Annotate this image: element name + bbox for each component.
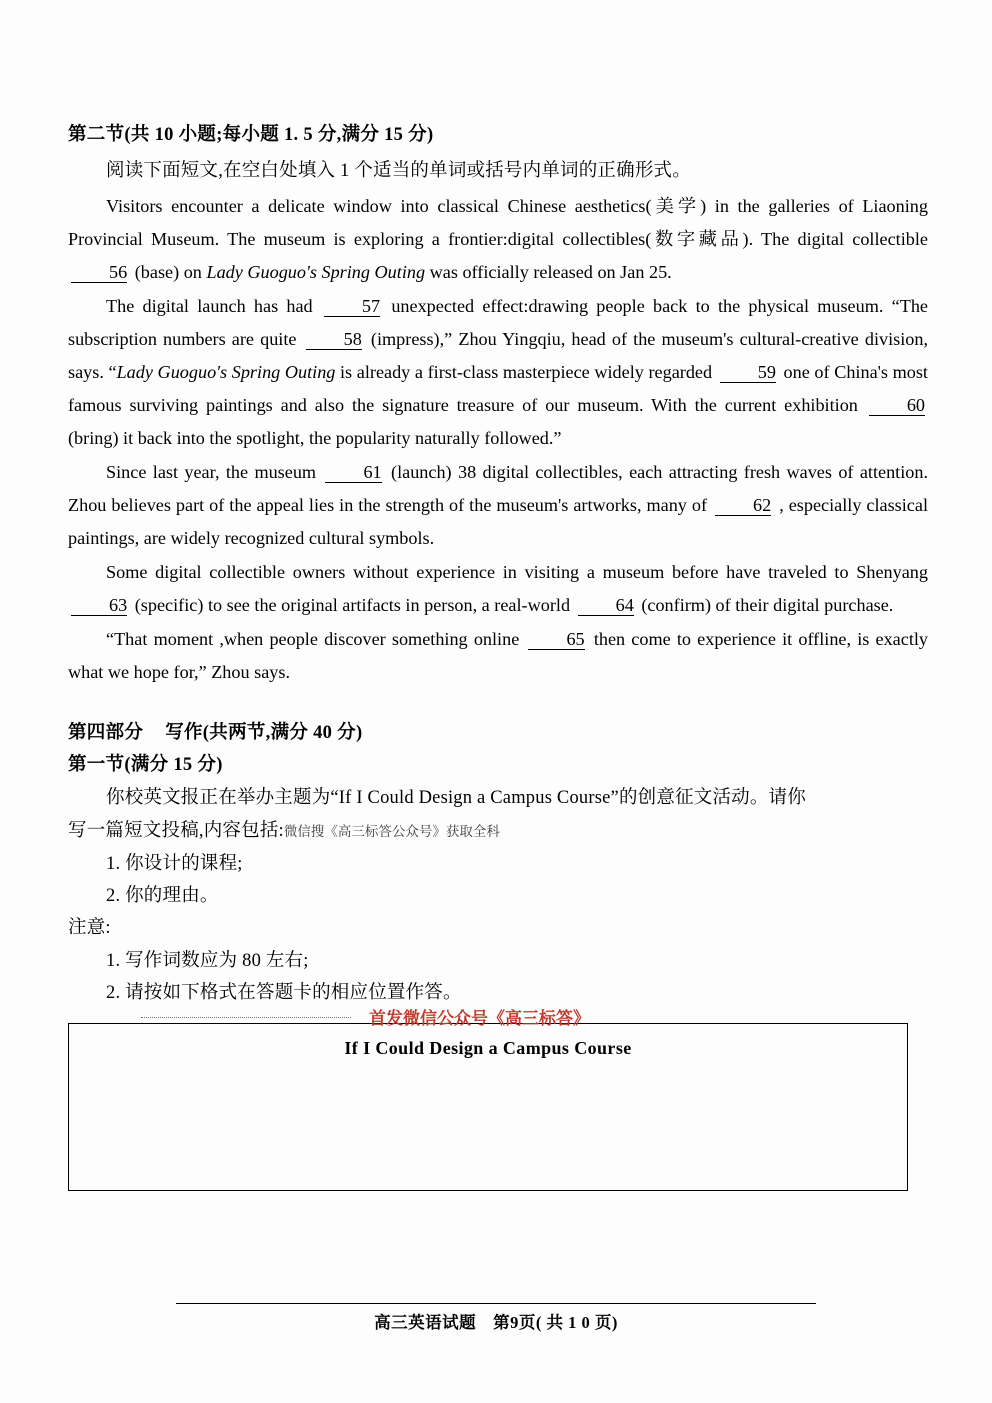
cloze-blank-59[interactable]: 59 [720,362,776,383]
cloze-paragraph-5 [68,623,928,689]
writing-item-1: 1. 你设计的课程; [106,854,243,874]
cloze-blank-57[interactable]: 57 [324,296,380,317]
cloze-paragraph-1 [68,190,928,289]
section-spacer [68,690,928,718]
writing-item-2: 2. 你的理由。 [106,886,219,906]
answer-box[interactable] [68,1009,908,1191]
cloze-p5-text-b: then come to experience it offline, is exactly what we hope for,” Zhou says. [68,629,929,682]
part-four-title: 写作(共两节,满分 40 分) [165,723,363,743]
cloze-p2-text-e: one of China's most famous surviving paintings and also the signature treasure of our museum. With the current exhibition [68,362,928,415]
cloze-p2-text-f: (bring) it back into the spotlight, the popularity naturally followed.” [68,428,562,448]
cloze-paragraph-4 [68,556,928,622]
writing-prompt-line-1: 你校英文报正在举办主题为“If I Could Design a Campus Course”的创意征文活动。请你 [106,788,806,808]
cloze-p3-text-b: (launch) 38 digital collectibles, each attracting fresh waves of attention. Zhou believes part of the appeal lies in the strength of the museum's artworks, many of [68,462,929,515]
cloze-p4-text-c: (confirm) of their digital purchase. [641,595,894,615]
cloze-p2-text-c: (impress),” Zhou Yingqiu, head of the museum's cultural-creative division, says. “ [68,329,929,382]
section-b-instruction: 阅读下面短文,在空白处填入 1 个适当的单词或括号内单词的正确形式。 [106,161,691,181]
cloze-p1-text-b: (base) on [134,262,207,282]
cloze-p1-text-a: Visitors encounter a delicate window into classical Chinese aesthetics(美学) in the galleries of Liaoning Provincial Museum. The museum is exploring a frontier:digital collectibles(数字藏品). The digital collectible [68,196,928,249]
page-content [68,120,928,1191]
cloze-p2-title: Lady Guoguo's Spring Outing [116,362,336,382]
cloze-p4-text-a: Some digital collectible owners without experience in visiting a museum before have traveled to Shenyang [106,562,928,582]
writing-prompt-text: 写一篇短文投稿,内容包括: [68,821,284,841]
page-footer [0,1303,992,1333]
cloze-blank-58[interactable]: 58 [306,329,362,350]
cloze-p3-text-c: , especially classical paintings, are widely recognized cultural symbols. [68,495,929,548]
part-four-section-one-heading: 第一节(满分 15 分) [68,755,223,775]
cloze-p5-text-a: “That moment ,when people discover something online [106,629,520,649]
part-four-label: 第四部分 [68,723,144,743]
note-2: 2. 请按如下格式在答题卡的相应位置作答。 [106,983,462,1003]
cloze-p2-text-d: is already a first-class masterpiece widely regarded [335,362,713,382]
cloze-blank-64[interactable]: 64 [578,595,634,616]
cloze-blank-62[interactable]: 62 [715,495,771,516]
cloze-blank-61[interactable]: 61 [325,462,381,483]
note-1: 1. 写作词数应为 80 左右; [106,951,309,971]
cloze-blank-65[interactable]: 65 [528,629,584,650]
cloze-paragraph-3 [68,456,928,555]
cloze-p4-text-b: (specific) to see the original artifacts in person, a real-world [134,595,571,615]
footer-text: 高三英语试题 第9页( 共 1 0 页) [374,1313,618,1332]
red-watermark: 首发微信公众号《高三标答》 [369,1009,590,1028]
cloze-p2-text-b: unexpected effect:drawing people back to the physical museum. “The subscription numbers are quite [68,296,928,349]
cloze-p3-text-a: Since last year, the museum [106,462,317,482]
cloze-blank-56[interactable]: 56 [71,262,127,283]
cloze-p1-title: Lady Guoguo's Spring Outing [206,262,426,282]
writing-prompt-line-2 [68,815,928,848]
cloze-paragraph-2 [68,290,928,455]
cloze-p1-text-c: was officially released on Jan 25. [425,262,672,282]
inline-watermark: 微信搜《高三标答公众号》获取全科 [283,824,500,839]
dotted-rule [141,1017,351,1018]
footer-rule [176,1303,816,1304]
notes-label: 注意: [68,918,111,938]
section-b-heading: 第二节(共 10 小题;每小题 1. 5 分,满分 15 分) [68,125,434,145]
answer-box-title: If I Could Design a Campus Course [344,1038,632,1058]
part-four-heading [68,718,928,744]
cloze-blank-63[interactable]: 63 [71,595,127,616]
cloze-blank-60[interactable]: 60 [869,395,925,416]
cloze-p2-text-a: The digital launch has had [106,296,313,316]
